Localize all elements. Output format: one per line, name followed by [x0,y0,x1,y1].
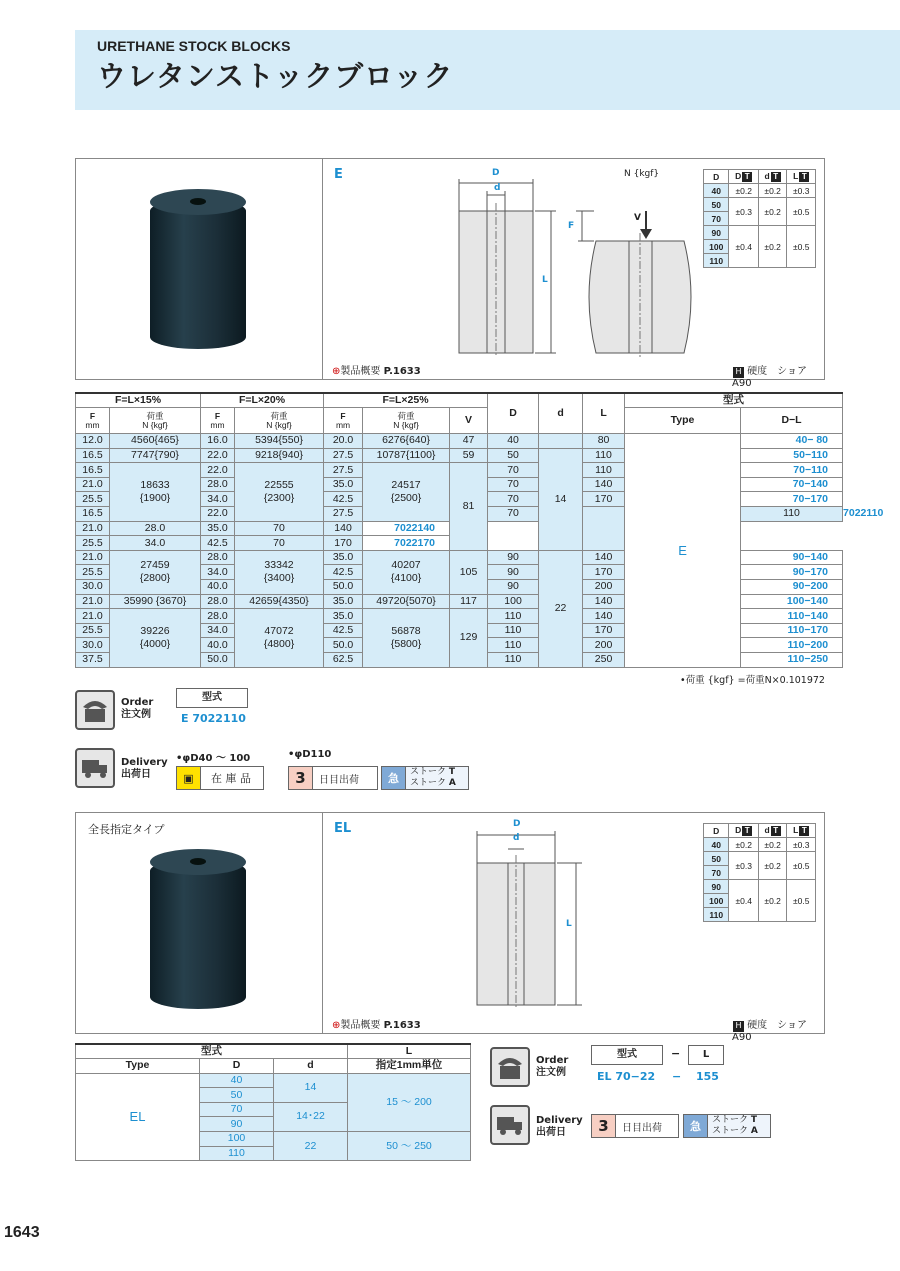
truck-icon-2 [490,1105,530,1145]
order-dash: − [671,1047,681,1060]
table-row: 12.0 4560{465} 16.0 5394{550} 20.0 6276{640} 47 40 80 E 40− 80 [76,434,843,449]
overview-link-el[interactable]: ⊕製品概要 P.1633 [332,1020,421,1031]
el-dim-d: d [513,833,520,843]
table-row: 16.5 22.0 27.5 70 110 7022110 [76,507,843,522]
hardness-el: H 硬度 ショアA90 [732,1020,807,1043]
tolerance-table-e: D D T d T L T 40 ±0.2 ±0.2 ±0.3 50 ±0.3 ±0.2 ±0.5 70 90 ±0.4 ±0.2 ±0.5 100 110 [703,169,816,268]
table-row: 37.5 50.0 62.5 110 250 110−250 [76,653,843,668]
order-label-1: Order 注文例 [121,697,154,720]
dim-D-label: D [492,168,500,178]
days-tag-1: 3 日目出荷 [288,766,378,790]
order-example-dash: − [672,1070,682,1083]
order-model-label-2: 型式 [591,1045,663,1065]
delivery-label-1: Delivery 出荷日 [121,757,168,780]
e-label: E [334,167,343,182]
phone-icon [75,690,115,730]
e-section-box [75,158,825,389]
delivery-label-2: Delivery 出荷日 [536,1115,583,1138]
dim-L-label: L [542,275,548,285]
table-row: 25.5 34.0 42.5 70 170 70−170 [76,492,843,507]
order-model-label-1: 型式 [176,688,248,708]
product-photo-el [150,849,246,1009]
table-row: 21.0 28.0 35.0 70 140 70−140 [76,477,843,492]
title-ja: ウレタンストックブロック [97,59,454,93]
spec-table-el: 型式 L Type D d 指定1mm単位 EL 40 14 15 〜 200 50 70 14･22 90 100 22 50 〜 250 110 [75,1043,471,1161]
express-tag-1: 急 ストーク T ストーク A [381,766,469,790]
el-title: 全長指定タイプ [88,823,165,836]
dim-F-label: F [568,221,575,231]
page-header [75,30,900,110]
phone-icon-2 [490,1047,530,1087]
table-row: 16.5 7747{790} 22.0 9218{940} 27.5 10787{1100} 59 50 14 110 50−110 [76,448,843,463]
load-footnote: •荷重 {kgf} =荷重N×0.101972 [680,675,825,686]
table-row: 30.0 40.0 50.0 110 200 110−200 [76,638,843,653]
el-label: EL [334,821,352,836]
truck-icon [75,748,115,788]
table-row: 16.5 18633 {1900} 22.0 22555 {2300} 27.5 24517 {2500} 81 70 110 70−110 [76,463,843,478]
table-row: 30.0 40.0 50.0 90 200 90−200 [76,580,843,595]
order-example-l: 155 [696,1070,719,1083]
hardness-e: H 硬度 ショアA90 [732,366,807,389]
tolerance-table-el: D D T d T L T 40 ±0.2 ±0.2 ±0.3 50 ±0.3 ±0.2 ±0.5 70 90 ±0.4 ±0.2 ±0.5 100 110 [703,823,816,922]
dim-d-label: d [494,183,501,193]
overview-link-e[interactable]: ⊕製品概要 P.1633 [332,366,421,377]
title-en: URETHANE STOCK BLOCKS [97,38,291,54]
el-section-box [75,812,825,1043]
el-dimension-drawing [464,819,594,1009]
e-dimension-drawing [446,167,706,357]
days-tag-2: 3 日目出荷 [591,1114,679,1138]
table-row: 21.0 39226 {4000} 28.0 47072 {4800} 35.0 56878 {5800} 129 110 140 110−140 [76,609,843,624]
table-row: 21.0 35990 {3670} 28.0 42659{4350} 35.0 49720{5070} 117 100 140 100−140 [76,594,843,609]
el-dim-L: L [566,919,572,929]
table-row: 21.0 28.0 35.0 70 140 7022140 [76,521,843,536]
page-number: 1643 [4,1224,40,1241]
dim-V-label: V [634,213,641,223]
table-row: 25.5 34.0 42.5 110 170 110−170 [76,623,843,638]
delivery-opt2: •φD110 [288,749,332,760]
delivery-opt1: •φD40 〜 100 [176,753,251,764]
table-row: 21.0 27459 {2800} 28.0 33342 {3400} 35.0 40207 {4100} 105 90 22 140 90−140 [76,550,843,565]
table-row: 25.5 34.0 42.5 70 170 7022170 [76,536,843,551]
order-example-model: EL 70−22 [597,1070,656,1083]
el-dim-D: D [513,819,521,829]
spec-table-e: F=L×15% F=L×20% F=L×25% D d L 型式 F mm 荷重 N {kgf} F mm 荷重 N {kgf} F mm 荷重 N {kgf} V Type D−L 12.0 4560{465} 16.0 5394{550} 20.0 6276{640} 47 40 80 E 40− 80 16.5 7747{790} 22.0 9218{940} 27.5 10787{1100} 59 50 14 110 50−110 16.5 18633 {1900} 22.0 22555 {2300} 27.5 24517 {2500} 81 70 110 70−110 21.0 28.0 35.0 70 140 70−140 25.5 34.0 42.5 70 170 70−170 16.5 22.0 27.5 70 110 7022110 21.0 28.0 35.0 70 140 7022140 25.5 34.0 42.5 70 170 7022170 21.0 27459 {2800} 28.0 33342 {3400} 35.0 40207 {4100} 105 90 22 140 90−140 25.5 34.0 42.5 90 170 90−170 30.0 40.0 50.0 90 200 90−200 21.0 35990 {3670} 28.0 42659{4350} 35.0 49720{5070} 117 100 140 100−140 21.0 39226 {4000} 28.0 47072 {4800} 35.0 56878 {5800} 129 110 140 110−140 25.5 34.0 42.5 110 170 110−170 30.0 40.0 50.0 110 200 110−200 37.5 50.0 62.5 110 250 110−250 [75,392,843,668]
order-l-label: L [688,1045,724,1065]
order-example-1: E 7022110 [181,712,246,725]
stock-tag: ▣ 在 庫 品 [176,766,264,790]
load-label: N {kgf} [624,169,660,179]
product-photo-e [150,189,246,349]
order-label-2: Order 注文例 [536,1055,569,1078]
table-row: 25.5 34.0 42.5 90 170 90−170 [76,565,843,580]
box-icon: ▣ [177,767,201,789]
express-tag-2: 急 ストーク T ストーク A [683,1114,771,1138]
